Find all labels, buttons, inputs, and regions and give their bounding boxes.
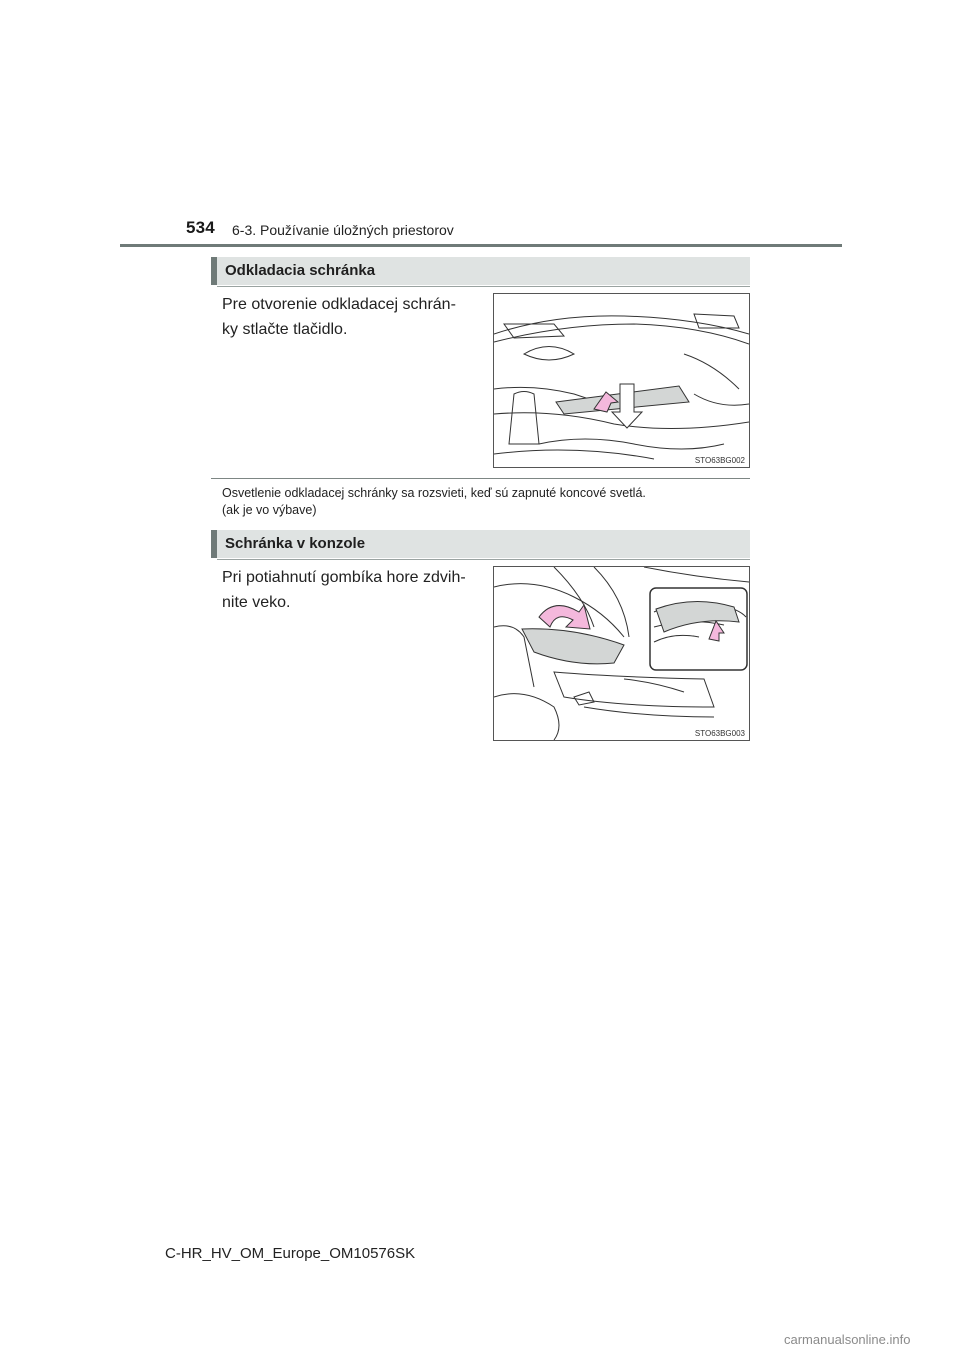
heading-console-box bbox=[211, 530, 750, 558]
glove-box-illustration bbox=[493, 293, 750, 468]
heading-glove-box-label: Odkladacia schránka bbox=[225, 262, 376, 279]
glove-box-instruction-line2: ky stlačte tlačidlo. bbox=[222, 321, 348, 338]
heading-glove-box bbox=[211, 257, 750, 285]
glove-box-instruction-line1: Pre otvorenie odkladacej schrán- bbox=[222, 296, 456, 313]
watermark: carmanualsonline.info bbox=[784, 1332, 911, 1347]
note-divider bbox=[211, 478, 750, 479]
document-id: C-HR_HV_OM_Europe_OM10576SK bbox=[165, 1245, 416, 1262]
glove-box-figure-code: STO63BG002 bbox=[694, 456, 745, 465]
console-box-instruction-line2: nite veko. bbox=[222, 594, 291, 611]
console-box-figure-code: STO63BG003 bbox=[694, 729, 745, 738]
glove-box-note-line1: Osvetlenie odkladacej schránky sa rozsvieti, keď sú zapnuté koncové svetlá. bbox=[222, 486, 646, 500]
header-divider bbox=[120, 244, 842, 247]
glove-box-instruction bbox=[222, 292, 477, 342]
heading-console-box-label: Schránka v konzole bbox=[225, 535, 366, 552]
console-box-instruction-line1: Pri potiahnutí gombíka hore zdvih- bbox=[222, 569, 466, 586]
page-number: 534 bbox=[186, 218, 215, 237]
section-title: 6-3. Používanie úložných priestorov bbox=[232, 222, 454, 238]
glove-box-note bbox=[222, 485, 750, 519]
console-box-illustration bbox=[493, 566, 750, 741]
glove-box-note-line2: (ak je vo výbave) bbox=[222, 503, 317, 517]
console-box-instruction bbox=[222, 565, 477, 615]
console-box-drawing bbox=[494, 567, 749, 740]
glove-box-drawing bbox=[494, 294, 749, 467]
